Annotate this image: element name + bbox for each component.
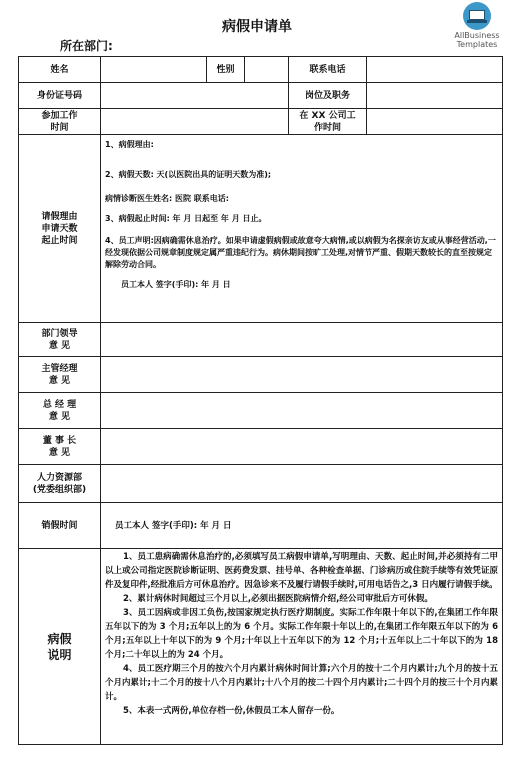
dept-leader-line1: 部门领导 — [41, 328, 78, 339]
note-item: 3、员工因病或非因工负伤,按国家规定执行医疗期制度。实际工作年限十年以下的,在集团工作年限五年以下的为 3 个月;五年以上的为 6 个月。实际工作年限十年以上的,在集团工作年限五年以下的为 6 个月;五年以上十年以下的为 9 个月;十年以上十五年以下的为 12 个月;十五年以上二十年以下的为 18 个月;二十年以上的为 24 个月。 — [105, 608, 498, 660]
company-date-label-line1: 在 XX 公司工 — [299, 110, 356, 121]
general-manager-opinion[interactable] — [101, 393, 503, 429]
chairman-opinion[interactable] — [101, 429, 503, 465]
supervisor-opinion[interactable] — [101, 357, 503, 393]
supervisor-line2: 意 见 — [48, 375, 71, 386]
note-item: 4、员工医疗期三个月的按六个月内累计病休时间计算;六个月的按十二个月内累计;九个月的按十五个月内累计;十二个月的按十八个月内累计;十八个月的按二十四个月内累计;二十四个月的按三十个月内累计。 — [105, 664, 498, 702]
company-date-label — [289, 109, 367, 135]
phone-label: 联系电话 — [289, 57, 367, 83]
leave-reason-label — [19, 135, 101, 323]
note-item: 5、本表一式两份,单位存档一份,休假员工本人留存一份。 — [123, 706, 340, 716]
join-date-label-line2: 时间 — [50, 122, 69, 133]
reason-label-line1: 请假理由 — [41, 211, 78, 222]
join-date-label-line1: 参加工作 — [41, 110, 78, 121]
hr-line1: 人力资源部 — [36, 472, 82, 483]
sick-leave-form — [18, 56, 503, 745]
phone-field[interactable] — [367, 57, 503, 83]
general-manager-label — [19, 393, 101, 429]
reason-line-1: 1、病假理由: — [105, 140, 154, 149]
id-number-field[interactable] — [101, 83, 289, 109]
cancel-leave-signature[interactable]: 员工本人 签字(手印): 年 月 日 — [101, 503, 503, 549]
company-date-field[interactable] — [367, 109, 503, 135]
dept-leader-line2: 意 见 — [48, 340, 71, 351]
join-date-field[interactable] — [101, 109, 289, 135]
position-label: 岗位及职务 — [289, 83, 367, 109]
reason-label-line3: 起止时间 — [41, 235, 78, 246]
dept-leader-label — [19, 323, 101, 357]
cancel-leave-label: 销假时间 — [19, 503, 101, 549]
hr-opinion[interactable] — [101, 465, 503, 503]
note-item: 2、累计病休时间超过三个月以上,必须出据医院病情介绍,经公司审批后方可休假。 — [123, 594, 433, 604]
gm-line1: 总 经 理 — [42, 399, 77, 410]
reason-line-3: 病情诊断医生姓名: 医院 联系电话: — [105, 194, 229, 203]
form-title: 病假申请单 — [222, 19, 292, 35]
logo-line-1: AllBusiness — [454, 31, 500, 40]
hr-label — [19, 465, 101, 503]
chairman-line1: 董 事 长 — [42, 435, 77, 446]
logo-line-2: Templates — [456, 40, 498, 49]
gm-line2: 意 见 — [48, 411, 71, 422]
id-number-label: 身份证号码 — [19, 83, 101, 109]
department-label: 所在部门: — [60, 39, 113, 53]
chairman-label — [19, 429, 101, 465]
allbusiness-logo — [446, 2, 508, 54]
position-field[interactable] — [367, 83, 503, 109]
notes-label — [19, 549, 101, 745]
leave-reason-content[interactable] — [101, 135, 503, 323]
notes-label-line2: 说明 — [47, 647, 72, 662]
employee-signature-line: 员工本人 签字(手印): 年 月 日 — [121, 280, 231, 289]
hr-line2: (党委组织部) — [32, 484, 87, 495]
reason-line-2: 2、病假天数: 天(以医院出具的证明天数为准); — [105, 170, 272, 179]
name-field[interactable] — [101, 57, 207, 83]
note-item: 1、员工患病确需休息治疗的,必须填写员工病假申请单,写明理由、天数、起止时间,并必须持有二甲以上或公司指定医院诊断证明、医药费发票、挂号单、各种检查单据、门诊病历或住院手续等有效凭证原件及复印件,经批准后方可休息治疗。因急诊来不及履行请假手续时,可用电话告之,3 日内履行请假手续。 — [105, 552, 498, 590]
gender-label: 性别 — [207, 57, 245, 83]
chairman-line2: 意 见 — [48, 447, 71, 458]
employee-declaration: 4、员工声明:因病确需休息治疗。如果申请虚假病假或故意夸大病情,或以病假为名探亲访友或从事经营活动,一经发现依据公司规章制度规定属严重违纪行为。病休期间按旷工处理,对情节严重、假期天数较长的直至按规定解除劳动合同。 — [105, 236, 496, 269]
supervisor-label — [19, 357, 101, 393]
name-label: 姓名 — [19, 57, 101, 83]
gender-field[interactable] — [245, 57, 289, 83]
notes-content — [101, 549, 503, 745]
dept-leader-opinion[interactable] — [101, 323, 503, 357]
supervisor-line1: 主管经理 — [41, 363, 78, 374]
reason-label-line2: 申请天数 — [41, 223, 78, 234]
company-date-label-line2: 作时间 — [313, 122, 341, 133]
notes-label-line1: 病假 — [47, 631, 72, 646]
join-date-label — [19, 109, 101, 135]
reason-line-4: 3、病假起止时间: 年 月 日起至 年 月 日止。 — [105, 214, 267, 223]
laptop-icon — [463, 2, 491, 30]
